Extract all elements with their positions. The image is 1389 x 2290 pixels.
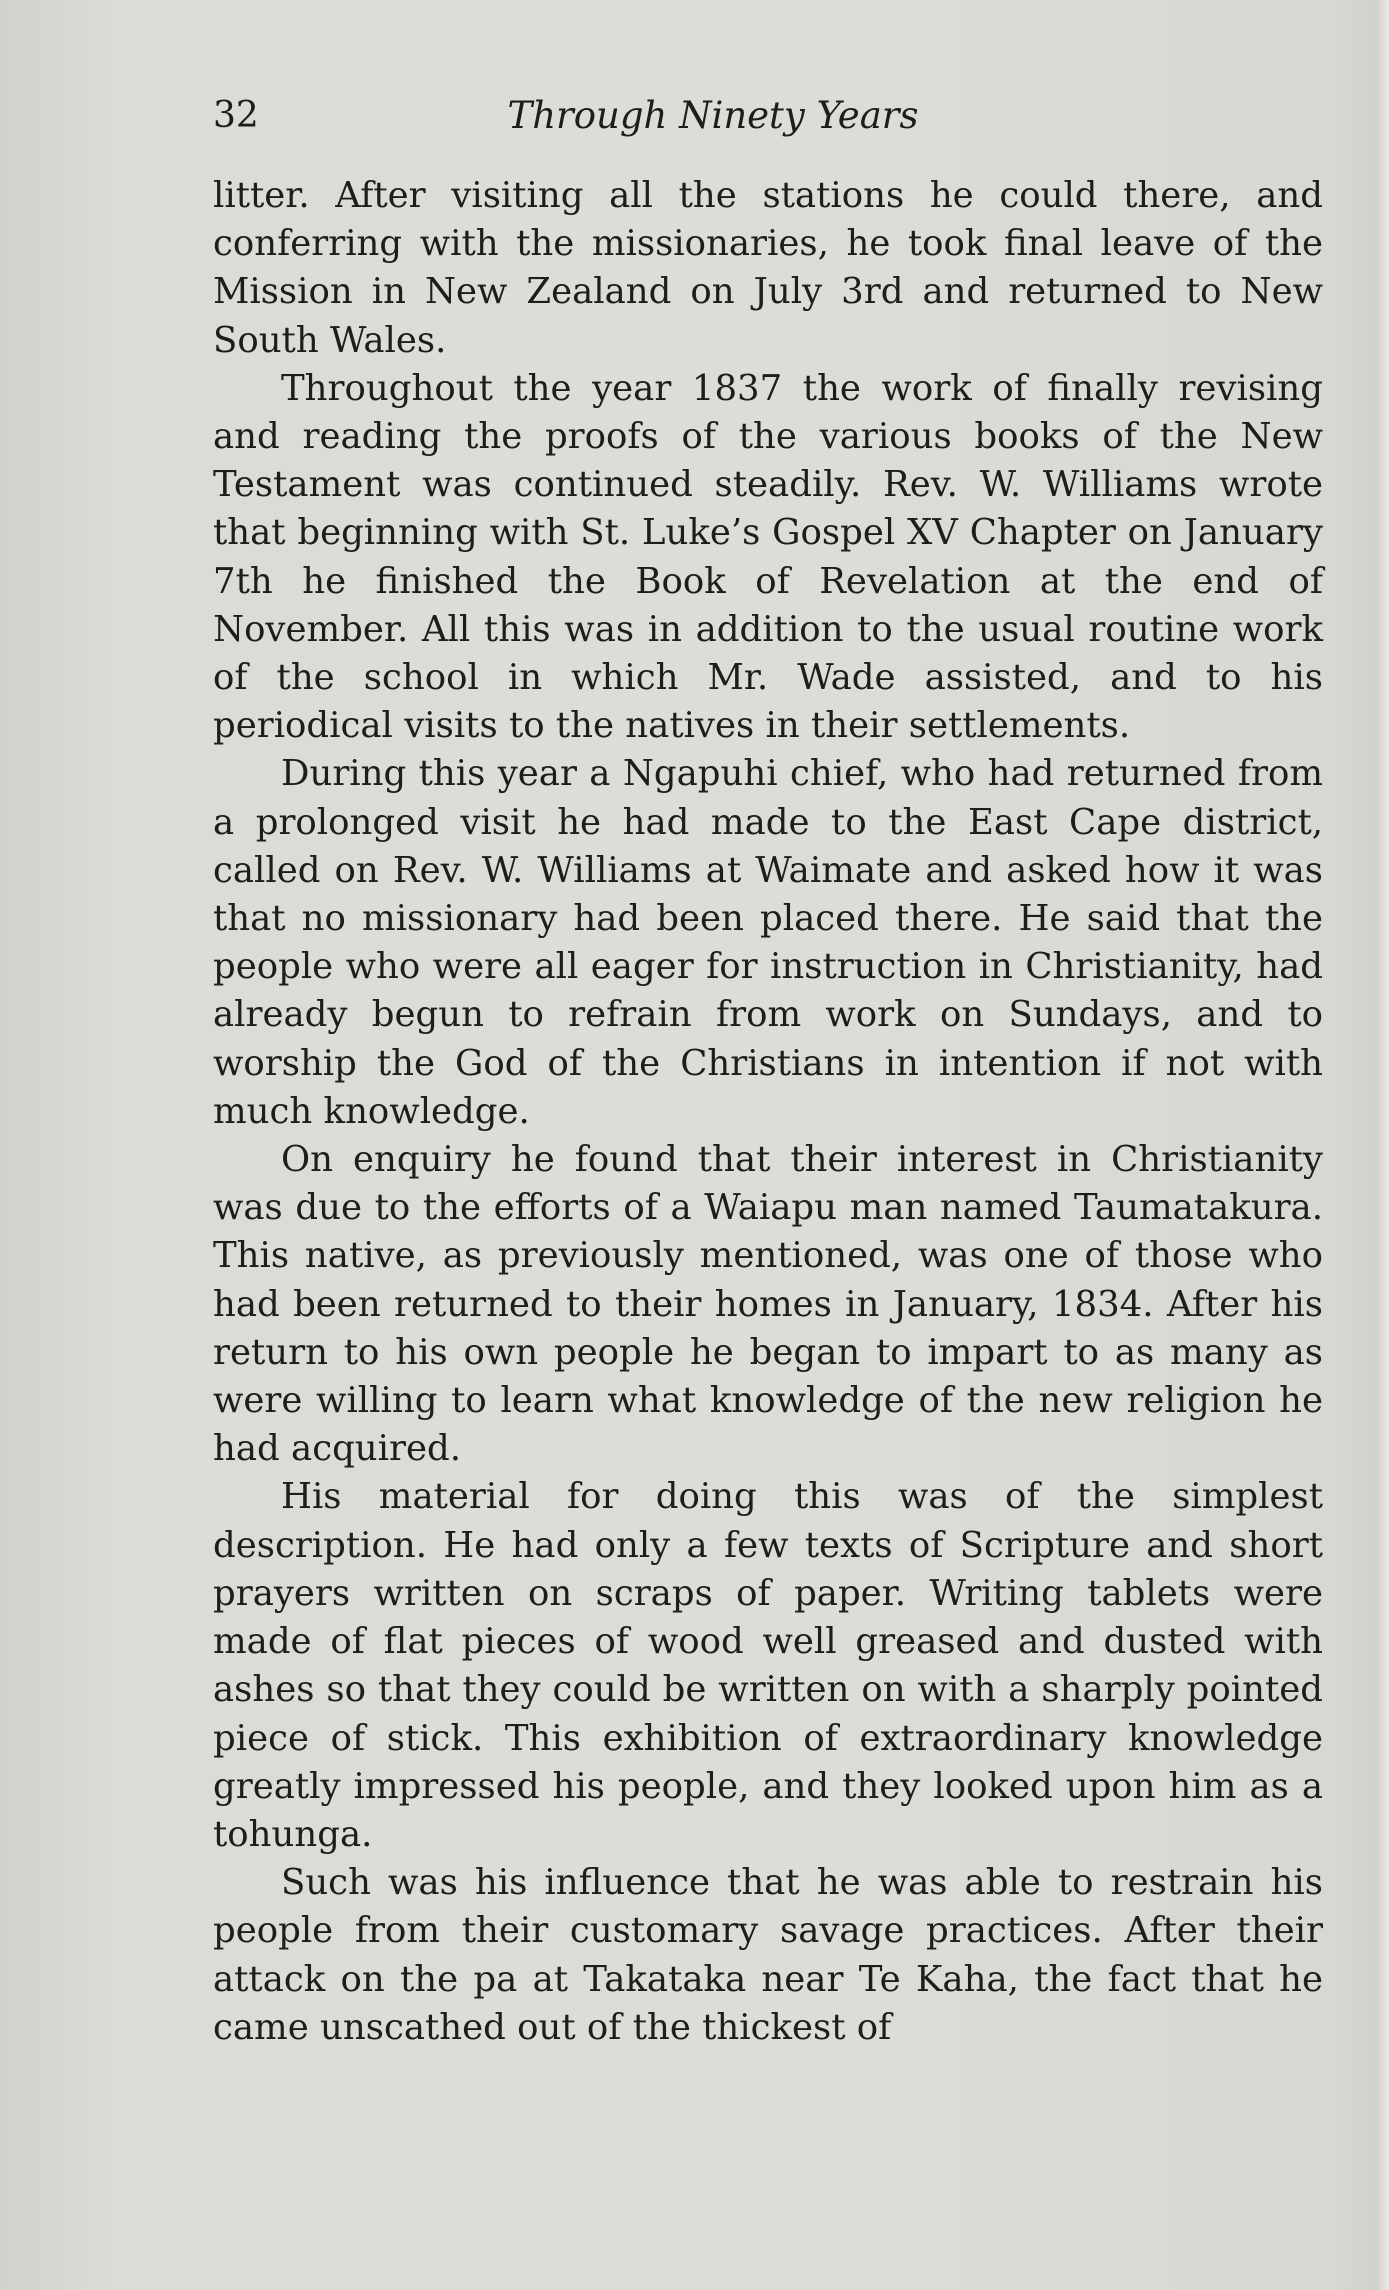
paragraph: His material for doing this was of the simplest description. He had only a few texts of Scripture and short prayers written on scraps of paper. Writing tablets were made of flat pieces of wood well greased and dusted with ashes so that they could be written on with a sharply pointed piece of stick. This exhibition of extraordinary knowledge greatly impressed his people, and they looked upon him as a tohunga. [213,1476,1323,1855]
page-edge [1375,0,1389,2290]
paragraph-continued: litter. After visiting all the stations he could there, and conferring with the missionaries, he took final leave of the Mission in New Zealand on July 3rd and returned to New South Wales. [213,175,1323,361]
paragraph: During this year a Ngapuhi chief, who had returned from a prolonged visit he had made to the East Cape district, called on Rev. W. Williams at Waimate and asked how it was that no missionary had been placed there. He said that the people who were all eager for instruction in Christianity, had already begun to refrain from work on Sundays, and to worship the God of the Christians in intention if not with much knowledge. [213,753,1323,1132]
paragraph: Such was his influence that he was able to restrain his people from their customary savage practices. After their attack on the pa at Takataka near Te Kaha, the fact that he came unscathed out of the thickest of [213,1862,1323,2048]
body-text [213,172,1323,2052]
paragraph: On enquiry he found that their interest in Christianity was due to the efforts of a Waiapu man named Taumatakura. This native, as previously mentioned, was one of those who had been returned to their homes in January, 1834. After his return to his own people he began to impart to as many as were willing to learn what knowledge of the new religion he had acquired. [213,1139,1323,1470]
running-title: Through Ninety Years [507,94,919,137]
page-header [213,88,1323,144]
page-number: 32 [213,95,259,136]
paragraph: Throughout the year 1837 the work of finally revising and reading the proofs of the various books of the New Testament was continued steadily. Rev. W. Williams wrote that beginning with St. Luke’s Gospel XV Chapter on January 7th he finished the Book of Revelation at the end of November. All this was in addition to the usual routine work of the school in which Mr. Wade assisted, and to his periodical visits to the natives in their settlements. [213,367,1323,747]
